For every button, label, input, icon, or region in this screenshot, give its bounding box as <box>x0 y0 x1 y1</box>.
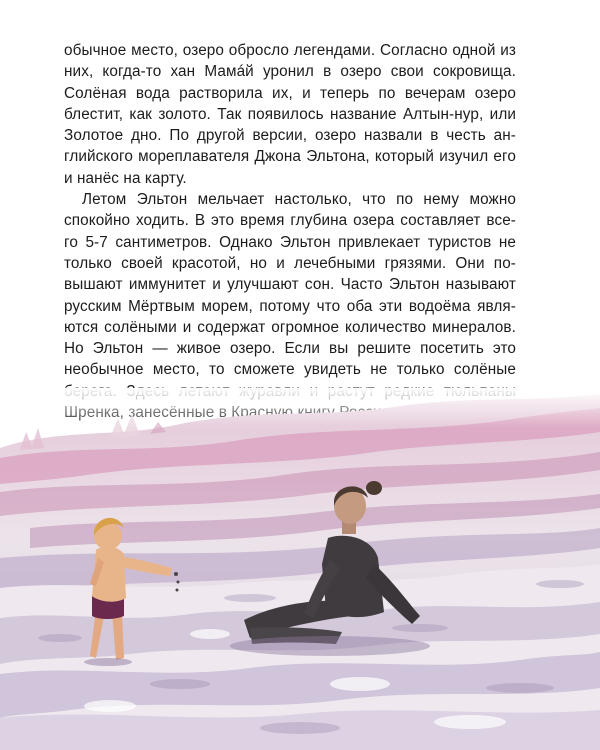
text-line: го 5-7 сантиметров. Однако Эльтон привлекает туристов не <box>64 233 516 251</box>
article-text <box>64 40 516 423</box>
text-line: них, когда-то хан Мамáй уронил в озеро свои сокровища. <box>64 63 516 81</box>
text-line: блестит, как золото. Так появилось название Алтын-нур, или <box>64 105 516 123</box>
text-line: Золотое дно. По другой версии, озеро назвали в честь ан- <box>64 127 516 145</box>
text-line: глийского мореплавателя Джона Эльтона, который изучил его <box>64 148 516 166</box>
text-line: ются солёными и содержат огромное количество минералов. <box>64 318 516 336</box>
text-line: необычное место, то сможете увидеть не только солёные <box>64 361 516 379</box>
watercolor-lake-illustration <box>0 388 600 750</box>
text-line: и нанёс на карту. <box>64 169 187 187</box>
text-line: спокойно ходить. В это время глубина озера составляет все- <box>64 212 516 230</box>
text-line: только своей красотой, но и лечебными грязями. Они по- <box>64 254 516 272</box>
text-line: Но Эльтон — живое озеро. Если вы решите посетить это <box>64 340 516 358</box>
text-line: обычное место, озеро обросло легендами. Согласно одной из <box>64 42 516 59</box>
text-line: русским Мёртвым морем, потому что оба эти водоёма явля- <box>64 297 516 315</box>
text-line: вышают иммунитет и улучшают сон. Часто Эльтон называют <box>64 276 516 294</box>
text-line: Солёная вода растворила их, и теперь по вечерам озеро <box>64 84 516 102</box>
salt-flat-background <box>0 388 600 750</box>
paragraph-1 <box>64 40 516 189</box>
text-line: Летом Эльтон мельчает настолько, что по нему можно <box>82 191 516 209</box>
